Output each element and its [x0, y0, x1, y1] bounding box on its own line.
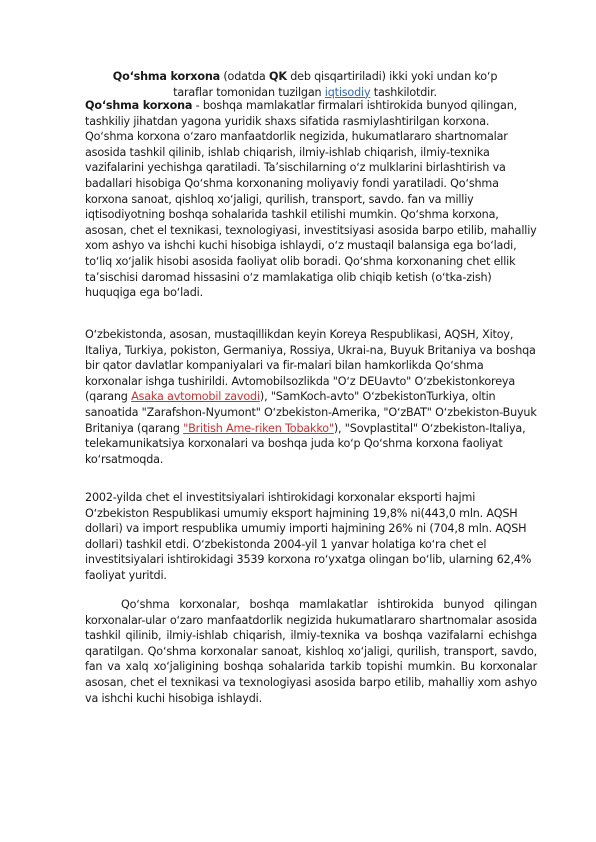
intro-bold-term: Qoʻshma korxona	[112, 70, 220, 84]
definition-text: - boshqa mamlakatlar firmalari ishtirokida bunyod qilingan, tashkiliy jihatdan yagona yuridik shaxs sifatida rasmiylashtirilgan korxona. Qoʻshma korxona oʻzaro manfaatdorlik negizida, hukumatlararo shartnomalar asosida tashkil qilinib, ishlab chiqarish, ilmiy-ishlab chiqarish, ilmiy-texnika vazifalarini yechishga qaratiladi. Taʼsischilarning oʻz mulklarini birlashtirish va badallari hisobiga Qoʻshma korxonaning moliyaviy fondi yaratiladi. Qoʻshma korxona sanoat, qishloq xoʻjaligi, qurilish, transport, savdo. fan va milliy iqtisodiyotning boshqa sohalarida tashkil etilishi mumkin. Qoʻshma korxona, asosan, chet el texnikasi, texnologiyasi, investitsiyasi asosida barpo etilib, mahalliy xom ashyo va ishchi kuchi hisobiga ishlaydi, oʻz mustaqil balansiga ega boʻladi, toʻliq xoʻjalik hisobi asosida faoliyat olib boradi. Qoʻshma korxonaning chet ellik taʼsischisi daromad hissasini oʻz mamlakatiga olib chiqib ketish (oʻtka-zish) huquqiga ega boʻladi.	[85, 99, 537, 300]
uzbekistan-text-1: Oʻzbekistonda, asosan, mustaqillikdan keyin Koreya Respublikasi, AQSH, Xitoy, Italiya, Turkiya, pokiston, Germaniya, Rossiya, Ukrai-na, Buyuk Britaniya va boshqa bir qator davlatlar kompaniyalari va fir-malari bilan hamkorlikda Qoʻshma korxonalar ishga tushirildi. Avtomobilsozlikda "Oʻz DEUavto" Oʻzbekistonkoreya (qarang	[85, 328, 536, 404]
intro-text-1: (odatda	[219, 70, 269, 84]
definition-paragraph	[85, 98, 537, 301]
statistics-paragraph: 2002-yilda chet el investitsiyalari ishtirokidagi korxonalar eksporti hajmi Oʻzbekiston Respublikasi umumiy eksport hajmining 19,8% ni(443,0 mln. AQSH dollari) va import respublika umumiy importi hajmining 26% ni (704,8 mln. AQSH dollari) tashkil etdi. Oʻzbekistonda 2004-yil 1 yanvar holatiga koʻra chet el investitsiyalari ishtirokidagi 3539 korxona roʻyxatga olingan boʻlib, ularning 62,4% faoliyat yuritdi.	[85, 491, 532, 582]
uzbekistan-text-2: ), "SamKoch-avto" OʻzbekistonTurkiya, oltin sanoatida "Zarafshon-Nyumont" Oʻzbekiston-Amerika, "OʻzBAT" Oʻzbekiston-Buyuk Britaniya (qarang	[85, 390, 537, 435]
intro-bold-abbr: QK	[269, 70, 287, 84]
summary-paragraph	[85, 597, 537, 706]
intro-text-2: deb qisqartiriladi) ikki yoki undan koʻp taraflar tomonidan tuzilgan	[173, 70, 498, 99]
british-american-tobacco-link[interactable]: "British Ame-riken Tobakko"	[183, 421, 334, 435]
uzbekistan-text-3: ), "Sovplastital" Oʻzbekiston-Italiya, telekamunikatsiya korxonalari va boshqa juda koʻp Qoʻshma korxona faoliyat koʻrsatmoqda.	[85, 421, 526, 466]
summary-text: Qoʻshma korxonalar, boshqa mamlakatlar ishtirokida bunyod qilingan korxonalar-ular oʻzaro manfaatdorlik negizida hukumatlararo shartnomalar asosida tashkil qilinib, ilmiy-ishlab chiqarish, ilmiy-texnika va boshqa vazifalarni echishga qaratilgan. Qoʻshma korxonalar sanoat, kishloq xoʻjaligi, qurilish, transport, savdo, fan va xalq xoʻjaligining boshqa sohalarida tarkib topishi mumkin. Bu korxonalar asosan, chet el texnikasi va texnologiyasi asosida barpo etilib, mahalliy xom ashyo va ishchi kuchi hisobiga ishlaydi.	[85, 598, 537, 705]
intro-text-3: tashkilotdir.	[370, 85, 437, 99]
iqtisodiy-link[interactable]: iqtisodiy	[324, 85, 371, 99]
uzbekistan-paragraph	[85, 327, 537, 467]
asaka-avtomobil-zavodi-link[interactable]: Asaka avtomobil zavodi	[131, 390, 260, 404]
definition-bold-term: Qoʻshma korxona	[85, 99, 193, 112]
intro-paragraph	[95, 69, 515, 100]
